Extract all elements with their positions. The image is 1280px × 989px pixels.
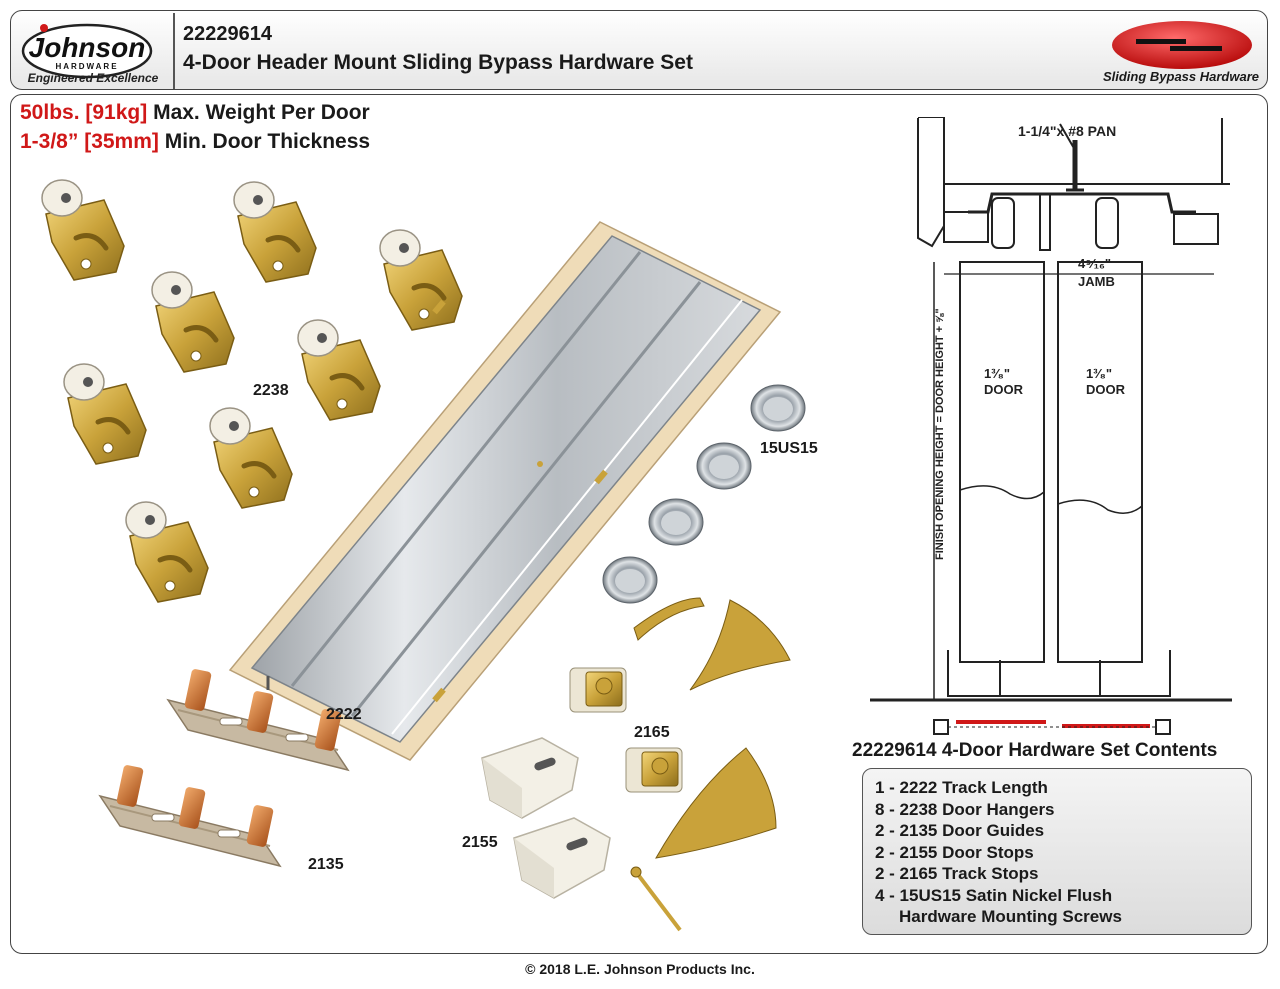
- door-hanger: [298, 320, 380, 420]
- hardware-illustration: [20, 160, 840, 950]
- brand-sub: HARDWARE: [55, 62, 119, 71]
- part-number: 22229614: [183, 23, 272, 45]
- bypass-category-icon: [1108, 17, 1256, 73]
- door-hanger: [126, 502, 208, 602]
- door-hanger: [380, 230, 462, 330]
- weight-value: 50lbs. [91kg]: [20, 101, 148, 124]
- brand-tagline: Engineered Excellence: [27, 71, 159, 85]
- screw-label: 1-1/4"x #8 PAN: [1018, 123, 1117, 139]
- copyright: © 2018 L.E. Johnson Products Inc.: [525, 961, 755, 977]
- jamb-label: JAMB: [1078, 274, 1115, 289]
- flush-pull: [603, 557, 657, 603]
- track-callout: 2222: [326, 706, 362, 723]
- contents-item: 4 - 15US15 Satin Nickel Flush: [875, 885, 1113, 905]
- door-stop: [482, 738, 578, 818]
- set-title: 4-Door Header Mount Sliding Bypass Hardware Set: [183, 51, 693, 74]
- hanger-callout: 2238: [253, 382, 289, 399]
- door-thickness-left: 1³⁄₈": [984, 366, 1010, 381]
- contents-item: 1 - 2222 Track Length: [875, 778, 1048, 797]
- contents-item: 2 - 2165 Track Stops: [875, 864, 1039, 883]
- door-hanger: [64, 364, 146, 464]
- track-stop-callout: 2165: [634, 724, 670, 741]
- brand-name: Johnson: [28, 32, 146, 63]
- weight-label: Max. Weight Per Door: [153, 101, 370, 124]
- flush-pull: [751, 385, 805, 431]
- door-hanger: [42, 180, 124, 280]
- thickness-spec: [20, 130, 370, 154]
- thickness-label: Min. Door Thickness: [164, 130, 371, 153]
- door-label-left: DOOR: [984, 382, 1023, 397]
- thickness-value: 1-3/8” [35mm]: [20, 130, 159, 153]
- contents-title: 22229614 4-Door Hardware Set Contents: [852, 740, 1218, 761]
- contents-list: [862, 768, 1252, 935]
- guide-callout: 2135: [308, 856, 344, 873]
- door-stop-callout: 2155: [462, 834, 498, 851]
- track-stop: [570, 668, 626, 712]
- contents-item: 2 - 2155 Door Stops: [875, 842, 1034, 862]
- contents-item: Hardware Mounting Screws: [899, 907, 1122, 926]
- header-divider: [173, 13, 175, 89]
- category-label: Sliding Bypass Hardware: [1102, 69, 1259, 84]
- door-hanger: [234, 182, 316, 282]
- pull-callout: 15US15: [760, 440, 818, 457]
- door-hanger: [210, 408, 292, 508]
- door-label-right: DOOR: [1086, 382, 1125, 397]
- track-stop: [626, 748, 682, 792]
- door-stop: [514, 818, 610, 898]
- header-bar: [10, 10, 1268, 90]
- jamb-dimension: 4⁹⁄₁₆": [1078, 256, 1112, 271]
- flush-pull: [697, 443, 751, 489]
- opening-height-label: FINISH OPENING HEIGHT = DOOR HEIGHT + ⅝": [934, 308, 946, 560]
- flush-pull: [649, 499, 703, 545]
- contents-item: 8 - 2238 Door Hangers: [875, 799, 1055, 819]
- door-thickness-right: 1³⁄₈": [1086, 366, 1112, 381]
- weight-spec: [20, 101, 370, 125]
- contents-item: 2 - 2135 Door Guides: [875, 821, 1045, 840]
- door-guide: [100, 764, 280, 866]
- installation-diagram: [860, 104, 1260, 738]
- door-hanger: [152, 272, 234, 372]
